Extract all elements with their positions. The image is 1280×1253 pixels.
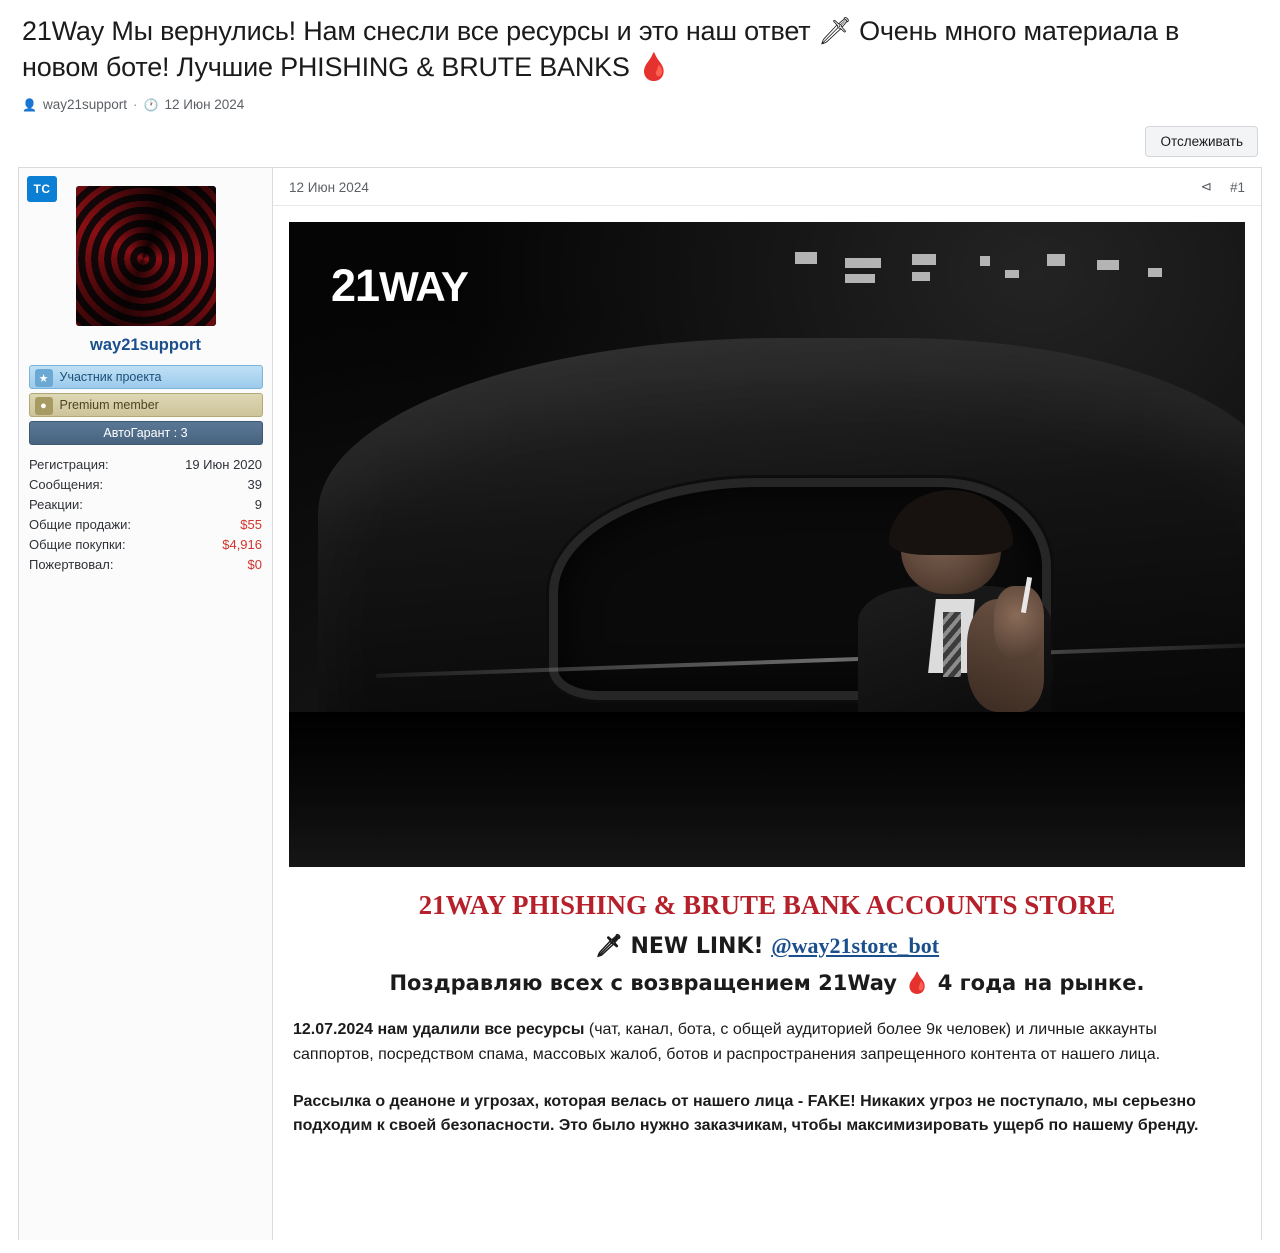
stat-row bbox=[29, 535, 262, 555]
thread-actions bbox=[0, 112, 1280, 167]
road bbox=[289, 712, 1245, 867]
stat-label: Общие продажи: bbox=[29, 517, 131, 533]
post-main bbox=[273, 168, 1261, 1240]
thread-author-link[interactable]: way21support bbox=[42, 97, 128, 113]
post-new-link-line bbox=[293, 933, 1241, 959]
post-topbar bbox=[273, 168, 1261, 206]
thread-starter-badge: TC bbox=[27, 176, 57, 202]
badge-autogarant: АвтоГарант : 3 bbox=[29, 421, 263, 445]
post-topbar-right bbox=[1201, 179, 1245, 195]
tie bbox=[943, 612, 960, 677]
bot-link[interactable]: @way21store_bot bbox=[771, 933, 940, 958]
logo-21: 21 bbox=[331, 260, 380, 312]
post-number[interactable]: #1 bbox=[1229, 179, 1245, 195]
stat-value: $4,916 bbox=[222, 537, 262, 553]
badge-label: Участник проекта bbox=[59, 370, 162, 385]
badge-premium-member bbox=[29, 393, 263, 417]
stat-row bbox=[29, 555, 262, 575]
meta-separator: · bbox=[133, 97, 138, 113]
post-paragraph-1 bbox=[293, 1018, 1241, 1068]
avatar-wrap bbox=[19, 186, 272, 326]
page-title: 21Way Мы вернулись! Нам снесли все ресурсы и это наш ответ 🗡 Очень много материала в новом боте! Лучшие PHISHING & BRUTE BANKS 🩸 bbox=[22, 16, 1180, 82]
thread-meta bbox=[22, 97, 1258, 112]
post-banner-image bbox=[289, 222, 1245, 867]
paragraph-1-bold: 12.07.2024 нам удалили все ресурсы bbox=[293, 1021, 585, 1038]
clock-icon: 🕐 bbox=[143, 97, 159, 112]
stat-label: Реакции: bbox=[29, 497, 83, 513]
stat-value: 39 bbox=[247, 477, 262, 493]
thread-header bbox=[0, 0, 1280, 112]
building-windows bbox=[786, 244, 1207, 292]
stat-value: 9 bbox=[254, 497, 262, 513]
badge-project-member bbox=[29, 365, 263, 389]
watch-thread-button[interactable]: Отслеживать bbox=[1145, 126, 1258, 157]
stat-label: Общие покупки: bbox=[29, 537, 126, 553]
stat-row bbox=[29, 515, 262, 535]
medal-icon: ● bbox=[35, 397, 53, 415]
author-stats bbox=[29, 455, 262, 575]
post-body bbox=[273, 206, 1261, 1155]
logo-way: WAY bbox=[379, 263, 468, 311]
badge-label: Premium member bbox=[59, 398, 159, 413]
shield-icon: ★ bbox=[35, 369, 53, 387]
avatar[interactable] bbox=[76, 186, 216, 326]
brand-logo bbox=[331, 260, 468, 312]
stat-row bbox=[29, 475, 262, 495]
stat-value: 19 Июн 2020 bbox=[185, 457, 262, 473]
stat-label: Сообщения: bbox=[29, 477, 104, 493]
stat-row bbox=[29, 495, 262, 515]
stat-label: Пожертвовал: bbox=[29, 557, 114, 573]
hand bbox=[994, 586, 1044, 660]
post-date[interactable]: 12 Июн 2024 bbox=[289, 179, 369, 195]
stat-label: Регистрация: bbox=[29, 457, 109, 473]
author-badges bbox=[19, 365, 272, 445]
post bbox=[18, 167, 1262, 1240]
share-icon[interactable]: ⊲ bbox=[1200, 179, 1212, 195]
user-icon: 👤 bbox=[22, 97, 37, 112]
stat-row bbox=[29, 455, 262, 475]
person-figure bbox=[858, 503, 1051, 720]
stat-value: $0 bbox=[247, 557, 262, 573]
post-author-sidebar bbox=[19, 168, 273, 1240]
post-text bbox=[289, 867, 1245, 1139]
post-headline: 21WAY PHISHING & BRUTE BANK ACCOUNTS STORE bbox=[418, 890, 1116, 921]
paragraph-1-rest: (чат, канал, бота, с общей аудиторией более 9к человек) и личные аккаунты саппортов, посредством спама, массовых жалоб, ботов и распространения запрещенного контента от нашего лица. bbox=[293, 1021, 1161, 1063]
stat-value: $55 bbox=[240, 517, 262, 533]
new-link-prefix: 🗡 NEW LINK! bbox=[594, 934, 772, 959]
post-congrats-line: Поздравляю всех с возвращением 21Way 🩸 4 года на рынке. bbox=[389, 971, 1145, 995]
thread-date: 12 Июн 2024 bbox=[164, 97, 245, 113]
author-name-link[interactable]: way21support bbox=[90, 336, 201, 355]
post-paragraph-2: Рассылка о деаноне и угрозах, которая велась от нашего лица - FAKE! Никаких угроз не поступало, мы серьезно подходим к своей безопасности. Это было нужно заказчикам, чтобы максимизировать ущерб по нашему бренду. bbox=[293, 1092, 1199, 1135]
